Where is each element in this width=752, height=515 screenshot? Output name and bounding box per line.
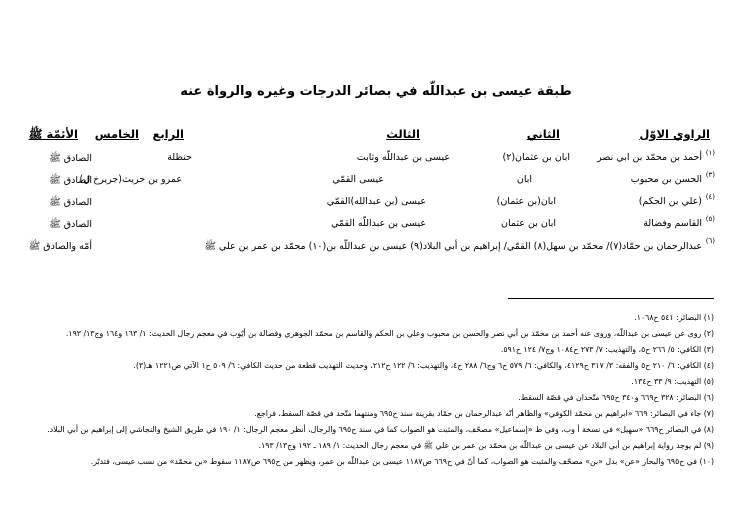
cell-third: عيسى بن عبداللّه القمّي	[331, 218, 426, 229]
table-row	[0, 171, 752, 194]
footnote: (٢) روى عن عيسى بن عبداللّه، وروى عنه أحمد بن محمّد بن أبي نصر والحسن بن محبوب وعلي بن الحكم والقاسم بن محمّد الجوهري وفضالة بن أيّوب في معجم رجال الحديث: ١/ ١٦٣ و١٦٤ وج١٣/ ١٩٣.	[65, 329, 714, 338]
cell-imams: أمّه والصادق ﷺ	[28, 241, 92, 252]
cell-imams: الصادق ﷺ	[49, 153, 92, 164]
cell-third: عيسى (بن عبدالله)القمّي	[326, 196, 426, 207]
footnote: (١) البصائر: ٥٤١ ح١٠٦٨.	[634, 313, 714, 322]
footnote: (٧) جاء في البصائر: ٦٦٩ «ابراهيم بن محمّد الكوفي» والظاهر أنّه عبدالرحمان بن حمّاد بقرينة سند ح٦٩٥ ومنتهما متّحد في قصّة السقط، فراجع.	[254, 409, 714, 418]
footnote: (٩) لم يوجد رواية إبراهيم بن أبي البلاد عن عيسى بن عبداللّه بن محمّد بن عمر بن علي ﷺ في معجم رجال الحديث: ١/ ١٨٩ ـ ١٩٢ وج١٣/ ١٩٣.	[258, 441, 714, 450]
footnote: (٥) التهذيب: ٩/ ٣٣ ح١٣٤.	[631, 377, 714, 386]
cell-imams: الصادق ﷺ	[49, 219, 92, 230]
cell-fourth: عمرو بن حريث(جريرخ ل)	[79, 174, 182, 185]
footnotes	[38, 310, 714, 470]
footnote-divider	[508, 298, 714, 299]
footnote: (٨) في البصائر ح٦٦٩ «سهيل» في نسخة أ وب، وفي ط «إسماعيل» مصحّف، والمثبت هو الصواب كما في سند ح٦٩٥ والرجال، أنظر معجم الرجال: ١/ ١٩٠ في طريق الشيخ والنجاشي إلى إبراهيم بن أبي البلاد.	[47, 425, 714, 434]
footnote: (٦) البصائر: ٣٢٨ ح٦٦٩ و٣٤٠ ح٦٩٥ متّحدان في قصّة السقط.	[518, 393, 714, 402]
header-fourth: الرابع	[152, 127, 184, 141]
footnote: (١٠) في ح٦٩٥ والبحار «عن» بدل «بن» مصحّف والمثبت هو الصواب، كما أنّ في ح٦٦٩ ص١١٨٧ عيسى بن عبداللّه بن عمر، ويظهر من ح٦٩٥ ص١١٨٧ سقوط «بن محمّد» من نسب عيسى، فتدبّر.	[90, 457, 714, 466]
row-number: (٣)	[705, 171, 715, 179]
cell-first-narrator: أحمد بن محمّد بن ابي نصر	[597, 152, 702, 163]
cell-imams: الصادق ﷺ	[49, 197, 92, 208]
header-fifth: الخامس	[94, 127, 139, 141]
table-row	[0, 193, 752, 216]
header-first-narrator: الراوي الاوّل	[639, 127, 710, 141]
cell-second: ابان	[516, 174, 532, 185]
table-row	[0, 215, 752, 238]
header-third: الثالث	[386, 127, 420, 141]
footnote: (٣) الكافي: ٥/ ٢٦٦ ح٥، والتهذيب: ٧/ ٢٧٣ ح١٠٨٤ وج٧/ ١٢٤ ح٥٩١.	[500, 345, 714, 354]
cell-third: عيسى بن عبداللّه وثابت	[356, 152, 450, 163]
footnote: (٤) الكافي: ٦/ ٢١٠ ح٥ والفقه: ٣/ ٣١٧ ح٤١٢٩، والكافي: ٦/ ٥٧٩ ح٦ وج٦/ ٢٨٨ ح٤، والتهذيب: ٦/ ١٢٢ ح٢١٢، وحديث التهذيب قطعة من حديث الكافي: ٦/ ٥٠٩ ح١ الآتي ص١٢٢١ هـ(٣).	[133, 361, 714, 370]
narrator-table	[0, 125, 752, 265]
cell-imams: الصادق ﷺ	[49, 175, 92, 186]
cell-second: ابان بن عثمان(٢)	[502, 152, 570, 163]
cell-first-narrator: الحسن بن محبوب	[630, 174, 702, 185]
page-title: طبقة عيسى بن عبداللّه في بصائر الدرجات وغيره والرواة عنه	[180, 84, 572, 99]
cell-second: ابان(بن عثمان)	[496, 196, 556, 207]
cell-first-narrator: القاسم وفضالة	[643, 218, 702, 229]
cell-first-narrator: (علي بن الحكم)	[638, 196, 702, 207]
cell-third: عيسى القمّي	[332, 174, 384, 185]
cell-second: ابان بن عثمان	[501, 218, 556, 229]
header-imams: الأئمّة ﷺ	[28, 127, 78, 141]
cell-fourth: حنظلة	[167, 152, 192, 163]
row-number: (٥)	[705, 215, 715, 223]
row-number: (٤)	[705, 193, 715, 201]
row-number: (٦)	[705, 237, 715, 245]
row-number: (١)	[705, 149, 715, 157]
header-second: الثاني	[526, 127, 560, 141]
table-row	[0, 237, 752, 260]
cell-first-narrator: عبدالرحمان بن حمّاد(٧)/ محمّد بن سهل(٨) القمّي/ إبراهيم بن أبي البلاد(٩) عيسى بن عبداللّه بن(١٠) محمّد بن عمر بن علي ﷺ	[204, 241, 702, 252]
table-row	[0, 149, 752, 172]
